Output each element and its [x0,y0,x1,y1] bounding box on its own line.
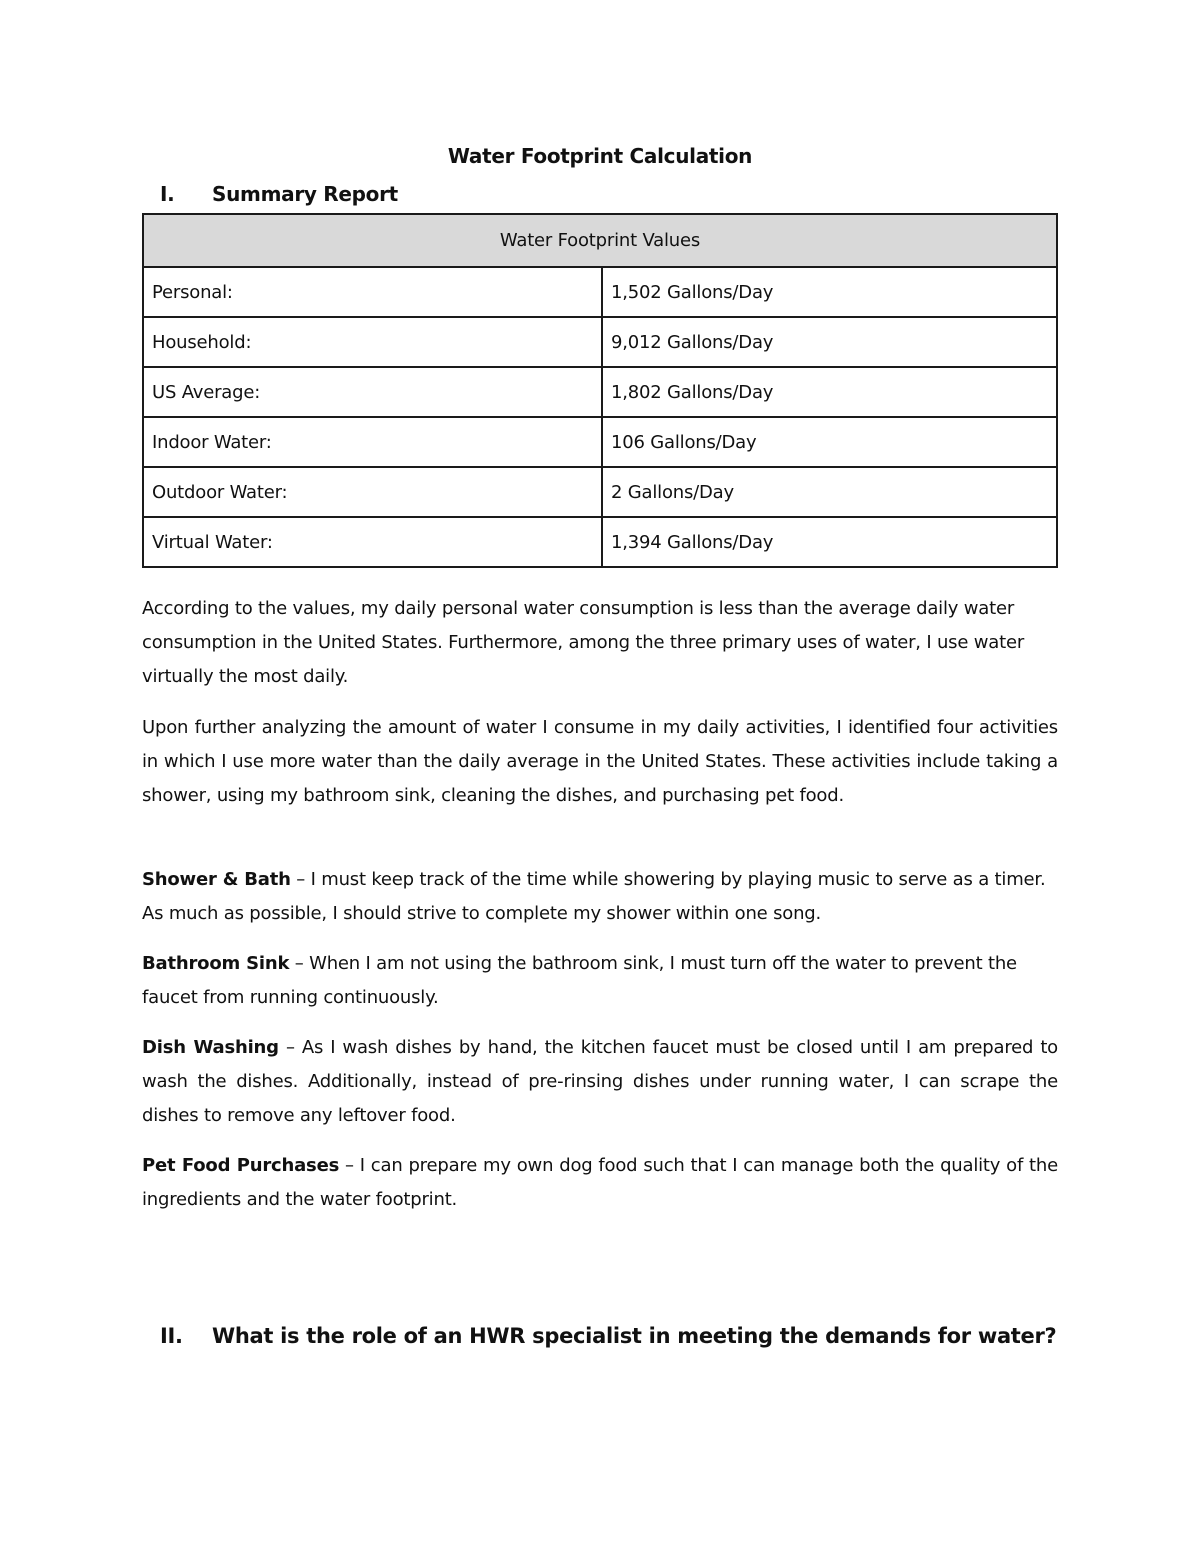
table-row [143,317,1057,367]
row-label: Outdoor Water: [143,467,602,517]
section-title: Summary Report [212,182,398,206]
recommendation-dishwashing [142,1031,1058,1133]
recommendation-term: Pet Food Purchases [142,1155,340,1176]
recommendation-term: Dish Washing [142,1037,279,1058]
water-footprint-table [142,213,1058,568]
paragraph-analysis: Upon further analyzing the amount of water I consume in my daily activities, I identified four activities in which I use more water than the daily average in the United States. These activities include taking a shower, using my bathroom sink, cleaning the dishes, and purchasing pet food. [142,717,1058,806]
row-label: Personal: [143,267,602,317]
section-title: What is the role of an HWR specialist in meeting the demands for water? [212,1324,1057,1348]
row-value: 106 Gallons/Day [602,417,1057,467]
row-value: 1,802 Gallons/Day [602,367,1057,417]
row-label: Household: [143,317,602,367]
row-label: Indoor Water: [143,417,602,467]
recommendation-text: – I can prepare my own dog food such that I can manage both the quality of the ingredients and the water footprint. [142,1155,1058,1210]
section-number: II. [160,1324,183,1348]
recommendation-term: Bathroom Sink [142,953,290,974]
row-label: US Average: [143,367,602,417]
paragraph-comparison: According to the values, my daily personal water consumption is less than the average daily water consumption in the United States. Furthermore, among the three primary uses of water, I use water virtually the most daily. [142,598,1025,687]
recommendation-shower [142,863,1058,931]
section-heading-summary [160,182,398,206]
row-value: 9,012 Gallons/Day [602,317,1057,367]
recommendation-text: – I must keep track of the time while showering by playing music to serve as a timer. As much as possible, I should strive to complete my shower within one song. [142,869,1046,924]
recommendation-text: – When I am not using the bathroom sink, I must turn off the water to prevent the faucet from running continuously. [142,953,1017,1008]
recommendation-pet-food [142,1149,1058,1217]
recommendation-sink [142,947,1058,1015]
row-value: 1,502 Gallons/Day [602,267,1057,317]
table-row [143,267,1057,317]
section-heading-hwr-role [160,1324,1056,1348]
document-title: Water Footprint Calculation [447,144,753,168]
row-label: Virtual Water: [143,517,602,567]
table-row [143,467,1057,517]
table-header: Water Footprint Values [143,214,1057,267]
table-row [143,417,1057,467]
table-row [143,367,1057,417]
row-value: 2 Gallons/Day [602,467,1057,517]
row-value: 1,394 Gallons/Day [602,517,1057,567]
recommendation-text: – As I wash dishes by hand, the kitchen faucet must be closed until I am prepared to wash the dishes. Additionally, instead of pre-rinsing dishes under running water, I can scrape the dishes to remove any leftover food. [142,1037,1058,1126]
section-number: I. [160,182,175,206]
table-row [143,517,1057,567]
recommendation-term: Shower & Bath [142,869,291,890]
